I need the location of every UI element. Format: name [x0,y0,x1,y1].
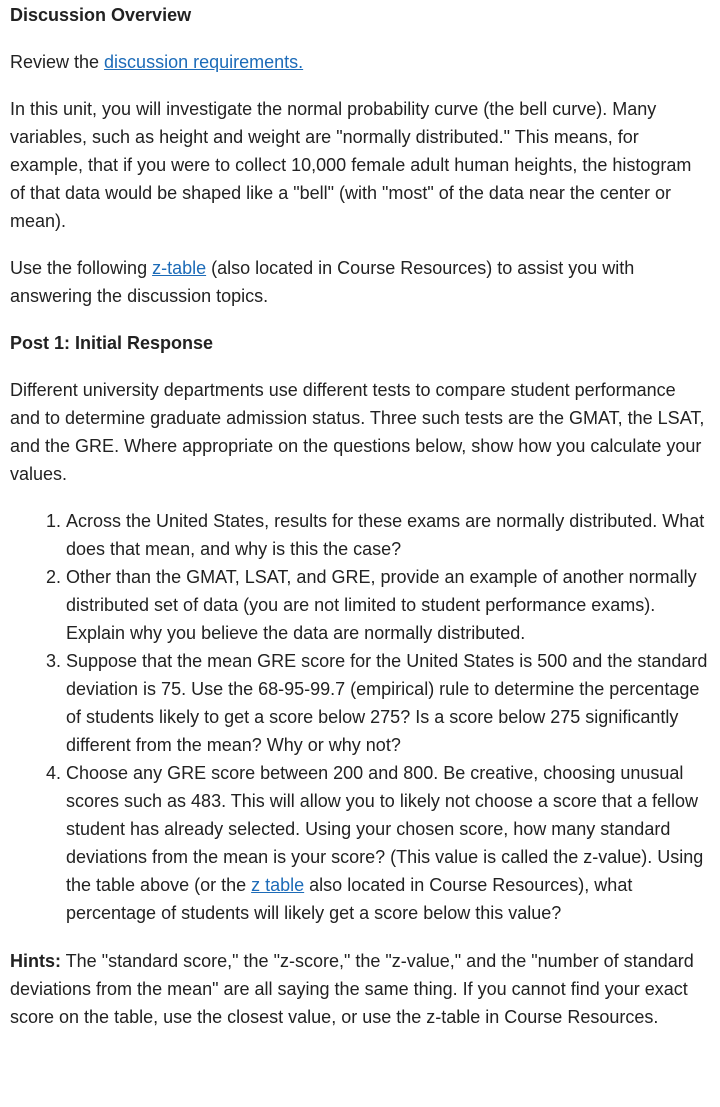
post1-title: Post 1: Initial Response [10,333,214,353]
question-list [10,507,710,927]
use-suffix: (also located in Course Resources) to assist you with answering the discussion topics. [10,258,635,306]
z-table-link-2[interactable]: z table [251,875,305,895]
hints-label: Hints: [10,951,61,971]
question-3: 3. Suppose that the mean GRE score for the United States is 500 and the standard deviation is 75. Use the 68-95-99.7 (empirical) rule to determine the percentage of students likely to get a score below 275? Is a score below 275 significantly different from the mean? Why or why not? [66,647,710,759]
question-4 [66,759,710,927]
question-4-prefix: Choose any GRE score between 200 and 800. Be creative, choosing unusual scores such as 483. This will allow you to likely not choose a score that a fellow student has already selected. Using your chosen score, how many standard deviations from the mean is your score? (This value is called the z-value). Using the table above (or the [66,763,704,895]
z-table-link[interactable]: z-table [152,258,207,278]
hints-text: The "standard score," the "z-score," the "z-value," and the "number of standard deviations from the mean" are all saying the same thing. If you cannot find your exact score on the table, use the closest value, or use the z-table in Course Resources. [10,951,694,1027]
discussion-overview-heading: Discussion Overview [10,5,192,25]
z-table-paragraph [10,254,710,310]
question-4-suffix: also located in Course Resources), what percentage of students will likely get a score below this value? [66,875,633,923]
hints-paragraph [10,947,710,1031]
discussion-requirements-link[interactable]: discussion requirements. [104,52,304,72]
review-prefix: Review the [10,52,105,72]
question-1: 1. Across the United States, results for these exams are normally distributed. What does that mean, and why is this the case? [66,507,710,563]
review-paragraph [10,48,710,76]
scenario-paragraph: Different university departments use different tests to compare student performance and to determine graduate admission status. Three such tests are the GMAT, the LSAT, and the GRE. Where appropriate on the questions below, show how you calculate your values. [10,380,705,484]
use-prefix: Use the following [10,258,153,278]
question-2: 2. Other than the GMAT, LSAT, and GRE, provide an example of another normally distributed set of data (you are not limited to student performance exams). Explain why you believe the data are normally distributed. [66,563,710,647]
intro-paragraph: In this unit, you will investigate the normal probability curve (the bell curve). Many variables, such as height and weight are "normally distributed." This means, for example, that if you were to collect 10,000 female adult human heights, the histogram of that data would be shaped like a "bell" (with "most" of the data near the center or mean). [10,99,692,231]
